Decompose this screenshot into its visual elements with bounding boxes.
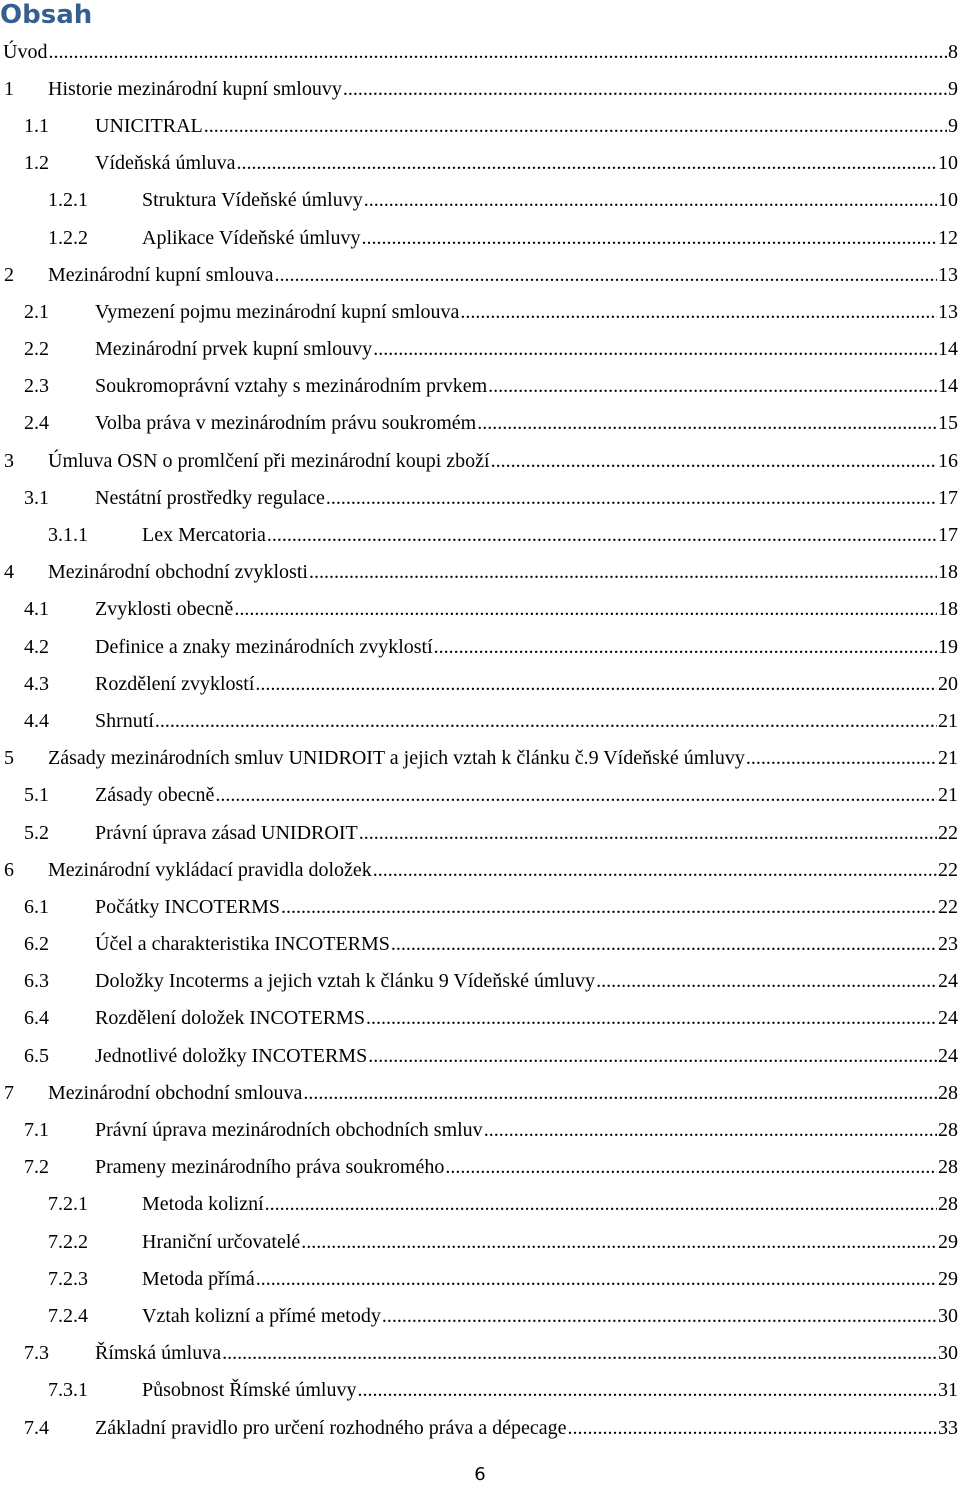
toc-entry-title: Metoda přímá bbox=[142, 1267, 255, 1290]
toc-entry-title: Římská úmluva bbox=[95, 1342, 222, 1365]
toc-entry[interactable] bbox=[0, 926, 958, 963]
toc-entry-page: 18 bbox=[938, 561, 958, 584]
toc-entry-number: 7.3.1 bbox=[48, 1379, 88, 1402]
toc-entry-number: 4 bbox=[4, 561, 14, 584]
toc-entry[interactable] bbox=[0, 219, 958, 256]
toc-entry-number: 6 bbox=[4, 858, 14, 881]
toc-entry-page: 29 bbox=[938, 1230, 958, 1253]
toc-entry-title: Vztah kolizní a přímé metody bbox=[142, 1304, 381, 1327]
toc-entry-number: 6.5 bbox=[24, 1044, 49, 1067]
toc-entry[interactable] bbox=[0, 554, 958, 591]
toc-entry-number: 7.2.4 bbox=[48, 1304, 88, 1327]
toc-dot-leader bbox=[237, 151, 937, 175]
toc-entry-page: 17 bbox=[938, 486, 958, 509]
toc-entry-page: 28 bbox=[938, 1156, 958, 1179]
toc-entry-page: 10 bbox=[938, 152, 958, 175]
toc-entry-title: Metoda kolizní bbox=[142, 1193, 264, 1216]
toc-entry-page: 9 bbox=[948, 77, 958, 100]
toc-dot-leader bbox=[256, 1267, 937, 1291]
toc-entry-page: 14 bbox=[938, 375, 958, 398]
toc-entry-number: 1.2.1 bbox=[48, 189, 88, 212]
toc-dot-leader bbox=[460, 300, 937, 324]
toc-entry-page: 14 bbox=[938, 338, 958, 361]
toc-dot-leader bbox=[373, 337, 937, 361]
toc-dot-leader bbox=[596, 969, 937, 993]
toc-dot-leader bbox=[488, 374, 937, 398]
toc-entry-number: 4.4 bbox=[24, 709, 49, 732]
toc-entry-number: 2.3 bbox=[24, 375, 49, 398]
toc-entry-page: 19 bbox=[938, 635, 958, 658]
toc-entry-page: 30 bbox=[938, 1304, 958, 1327]
toc-dot-leader bbox=[275, 263, 937, 287]
toc-entry[interactable] bbox=[0, 1186, 958, 1223]
toc-entry-title: Úvod bbox=[3, 40, 48, 63]
toc-entry-page: 13 bbox=[938, 263, 958, 286]
toc-entry[interactable] bbox=[0, 479, 958, 516]
toc-dot-leader bbox=[255, 672, 937, 696]
toc-entry[interactable] bbox=[0, 1409, 958, 1446]
toc-entry-page: 30 bbox=[938, 1342, 958, 1365]
toc-entry-number: 2.1 bbox=[24, 300, 49, 323]
toc-entry-number: 7.2.2 bbox=[48, 1230, 88, 1253]
toc-entry-title: Základní pravidlo pro určení rozhodného práva a dépecage bbox=[95, 1416, 567, 1439]
toc-entry[interactable] bbox=[0, 1335, 958, 1372]
toc-entry[interactable] bbox=[0, 814, 958, 851]
toc-entry-page: 21 bbox=[938, 784, 958, 807]
toc-entry-number: 4.2 bbox=[24, 635, 49, 658]
toc-entry-title: Nestátní prostředky regulace bbox=[95, 486, 325, 509]
toc-dot-leader bbox=[326, 486, 937, 510]
toc-entry[interactable] bbox=[0, 70, 958, 107]
toc-dot-leader bbox=[267, 523, 937, 547]
toc-entry-title: Lex Mercatoria bbox=[142, 524, 266, 547]
toc-entry-title: Jednotlivé doložky INCOTERMS bbox=[95, 1044, 368, 1067]
toc-dot-leader bbox=[303, 1081, 937, 1105]
toc-entry-title: Rozdělení doložek INCOTERMS bbox=[95, 1007, 365, 1030]
toc-entry[interactable] bbox=[0, 1000, 958, 1037]
toc-entry-page: 29 bbox=[938, 1267, 958, 1290]
toc-entry-title: Aplikace Vídeňské úmluvy bbox=[142, 226, 361, 249]
toc-entry[interactable] bbox=[0, 405, 958, 442]
toc-entry-title: Vymezení pojmu mezinárodní kupní smlouva bbox=[95, 300, 460, 323]
toc-entry-page: 15 bbox=[938, 412, 958, 435]
toc-entry-title: Vídeňská úmluva bbox=[95, 152, 236, 175]
toc-entry-page: 18 bbox=[938, 598, 958, 621]
toc-entry[interactable] bbox=[0, 1074, 958, 1111]
toc-entry-number: 4.1 bbox=[24, 598, 49, 621]
toc-entry[interactable] bbox=[0, 182, 958, 219]
toc-entry-page: 22 bbox=[938, 821, 958, 844]
toc-entry-page: 16 bbox=[938, 449, 958, 472]
toc-dot-leader bbox=[368, 1044, 937, 1068]
toc-entry-title: Počátky INCOTERMS bbox=[95, 895, 280, 918]
toc-entry-title: UNICITRAL bbox=[95, 114, 203, 137]
toc-dot-leader bbox=[567, 1416, 937, 1440]
toc-entry-title: Soukromoprávní vztahy s mezinárodním prvkem bbox=[95, 375, 488, 398]
toc-entry[interactable] bbox=[0, 145, 958, 182]
toc-dot-leader bbox=[361, 226, 937, 250]
toc-entry-number: 1 bbox=[4, 77, 14, 100]
toc-dot-leader bbox=[364, 188, 937, 212]
toc-dot-leader bbox=[477, 411, 937, 435]
toc-dot-leader bbox=[204, 114, 947, 138]
toc-entry[interactable] bbox=[0, 442, 958, 479]
toc-dot-leader bbox=[343, 77, 947, 101]
toc-entry[interactable] bbox=[0, 331, 958, 368]
toc-entry[interactable] bbox=[0, 963, 958, 1000]
toc-dot-leader bbox=[265, 1192, 937, 1216]
toc-entry-number: 7.3 bbox=[24, 1342, 49, 1365]
toc-entry-page: 24 bbox=[938, 970, 958, 993]
toc-entry-number: 1.1 bbox=[24, 114, 49, 137]
toc-dot-leader bbox=[391, 932, 937, 956]
toc-entry-page: 28 bbox=[938, 1119, 958, 1142]
toc-entry[interactable] bbox=[0, 33, 958, 70]
toc-entry-page: 28 bbox=[938, 1193, 958, 1216]
toc-entry[interactable] bbox=[0, 1372, 958, 1409]
toc-entry[interactable] bbox=[0, 516, 958, 553]
toc-entry-number: 6.4 bbox=[24, 1007, 49, 1030]
toc-entry[interactable] bbox=[0, 851, 958, 888]
toc-dot-leader bbox=[222, 1341, 937, 1365]
toc-entry-title: Působnost Římské úmluvy bbox=[142, 1379, 357, 1402]
toc-entry-title: Volba práva v mezinárodním právu soukromém bbox=[95, 412, 477, 435]
toc-entry-title: Mezinárodní obchodní zvyklosti bbox=[48, 561, 308, 584]
toc-dot-leader bbox=[366, 1006, 937, 1030]
toc-entry-title: Zásady mezinárodních smluv UNIDROIT a jejich vztah k článku č.9 Vídeňské úmluvy bbox=[48, 747, 745, 770]
toc-entry-title: Struktura Vídeňské úmluvy bbox=[142, 189, 363, 212]
toc-entry[interactable] bbox=[0, 1149, 958, 1186]
toc-entry[interactable] bbox=[0, 740, 958, 777]
toc-entry-number: 6.3 bbox=[24, 970, 49, 993]
toc-entry-page: 21 bbox=[938, 709, 958, 732]
toc-entry-number: 7 bbox=[4, 1081, 14, 1104]
toc-entry[interactable] bbox=[0, 293, 958, 330]
toc-entry-title: Mezinárodní kupní smlouva bbox=[48, 263, 274, 286]
toc-entry-number: 2.2 bbox=[24, 338, 49, 361]
toc-entry-title: Úmluva OSN o promlčení při mezinárodní koupi zboží bbox=[48, 449, 490, 472]
toc-entry[interactable] bbox=[0, 107, 958, 144]
toc-entry-page: 20 bbox=[938, 672, 958, 695]
toc-entry[interactable] bbox=[0, 777, 958, 814]
toc-entry-number: 7.1 bbox=[24, 1119, 49, 1142]
toc-entry-title: Právní úprava mezinárodních obchodních smluv bbox=[95, 1119, 483, 1142]
toc-dot-leader bbox=[301, 1230, 937, 1254]
toc-entry-title: Definice a znaky mezinárodních zvyklostí bbox=[95, 635, 433, 658]
toc-entry[interactable] bbox=[0, 1037, 958, 1074]
toc-entry-page: 22 bbox=[938, 858, 958, 881]
toc-entry-number: 6.2 bbox=[24, 933, 49, 956]
toc-entry-page: 12 bbox=[938, 226, 958, 249]
toc-entry-page: 21 bbox=[938, 747, 958, 770]
toc-entry-page: 8 bbox=[948, 40, 958, 63]
toc-entry[interactable] bbox=[0, 368, 958, 405]
toc-entry[interactable] bbox=[0, 665, 958, 702]
toc-entry-number: 1.2.2 bbox=[48, 226, 88, 249]
toc-dot-leader bbox=[434, 635, 937, 659]
toc-entry-number: 5 bbox=[4, 747, 14, 770]
toc-entry-page: 17 bbox=[938, 524, 958, 547]
toc-entry[interactable] bbox=[0, 888, 958, 925]
toc-entry-title: Doložky Incoterms a jejich vztah k článku 9 Vídeňské úmluvy bbox=[95, 970, 596, 993]
toc-entry-page: 22 bbox=[938, 895, 958, 918]
toc-entry-page: 23 bbox=[938, 933, 958, 956]
toc-dot-leader bbox=[445, 1155, 937, 1179]
toc-entry-title: Shrnutí bbox=[95, 709, 154, 732]
toc-dot-leader bbox=[215, 783, 937, 807]
toc-entry-number: 5.1 bbox=[24, 784, 49, 807]
toc-entry[interactable] bbox=[0, 591, 958, 628]
toc-dot-leader bbox=[155, 709, 937, 733]
page-number: 6 bbox=[474, 1464, 486, 1485]
table-of-contents bbox=[0, 33, 958, 1446]
toc-dot-leader bbox=[484, 1118, 937, 1142]
toc-entry-page: 10 bbox=[938, 189, 958, 212]
toc-entry-page: 33 bbox=[938, 1416, 958, 1439]
toc-entry-title: Prameny mezinárodního práva soukromého bbox=[95, 1156, 445, 1179]
toc-entry[interactable] bbox=[0, 702, 958, 739]
toc-entry-page: 28 bbox=[938, 1081, 958, 1104]
toc-entry-page: 24 bbox=[938, 1044, 958, 1067]
toc-entry[interactable] bbox=[0, 1111, 958, 1148]
toc-entry-number: 6.1 bbox=[24, 895, 49, 918]
toc-entry-page: 24 bbox=[938, 1007, 958, 1030]
toc-entry-title: Historie mezinárodní kupní smlouvy bbox=[48, 77, 342, 100]
page-title: Obsah bbox=[0, 0, 93, 30]
toc-entry-number: 2.4 bbox=[24, 412, 49, 435]
toc-entry-title: Mezinárodní obchodní smlouva bbox=[48, 1081, 303, 1104]
toc-entry-number: 3.1.1 bbox=[48, 524, 88, 547]
toc-entry-title: Zvyklosti obecně bbox=[95, 598, 234, 621]
toc-entry[interactable] bbox=[0, 628, 958, 665]
toc-dot-leader bbox=[382, 1304, 937, 1328]
toc-entry-title: Mezinárodní vykládací pravidla doložek bbox=[48, 858, 372, 881]
toc-entry-page: 13 bbox=[938, 300, 958, 323]
toc-dot-leader bbox=[234, 597, 937, 621]
toc-dot-leader bbox=[281, 895, 937, 919]
toc-entry-page: 9 bbox=[948, 114, 958, 137]
toc-entry-number: 5.2 bbox=[24, 821, 49, 844]
toc-dot-leader bbox=[491, 449, 937, 473]
toc-dot-leader bbox=[373, 858, 937, 882]
toc-dot-leader bbox=[48, 40, 947, 64]
toc-entry-title: Rozdělení zvyklostí bbox=[95, 672, 255, 695]
toc-entry-number: 7.2 bbox=[24, 1156, 49, 1179]
toc-entry[interactable] bbox=[0, 1297, 958, 1334]
toc-entry-page: 31 bbox=[938, 1379, 958, 1402]
toc-entry-number: 1.2 bbox=[24, 152, 49, 175]
toc-entry[interactable] bbox=[0, 1223, 958, 1260]
toc-entry-number: 2 bbox=[4, 263, 14, 286]
toc-entry-number: 7.4 bbox=[24, 1416, 49, 1439]
toc-dot-leader bbox=[746, 746, 937, 770]
toc-entry-title: Zásady obecně bbox=[95, 784, 215, 807]
toc-entry[interactable] bbox=[0, 1260, 958, 1297]
toc-entry-number: 3.1 bbox=[24, 486, 49, 509]
toc-entry-title: Účel a charakteristika INCOTERMS bbox=[95, 933, 390, 956]
toc-entry-title: Hraniční určovatelé bbox=[142, 1230, 301, 1253]
toc-dot-leader bbox=[359, 821, 937, 845]
toc-entry-number: 4.3 bbox=[24, 672, 49, 695]
toc-entry-title: Právní úprava zásad UNIDROIT bbox=[95, 821, 358, 844]
toc-dot-leader bbox=[309, 560, 937, 584]
toc-entry-number: 3 bbox=[4, 449, 14, 472]
toc-dot-leader bbox=[357, 1378, 937, 1402]
toc-entry-number: 7.2.1 bbox=[48, 1193, 88, 1216]
toc-entry[interactable] bbox=[0, 256, 958, 293]
toc-entry-title: Mezinárodní prvek kupní smlouvy bbox=[95, 338, 373, 361]
toc-entry-number: 7.2.3 bbox=[48, 1267, 88, 1290]
